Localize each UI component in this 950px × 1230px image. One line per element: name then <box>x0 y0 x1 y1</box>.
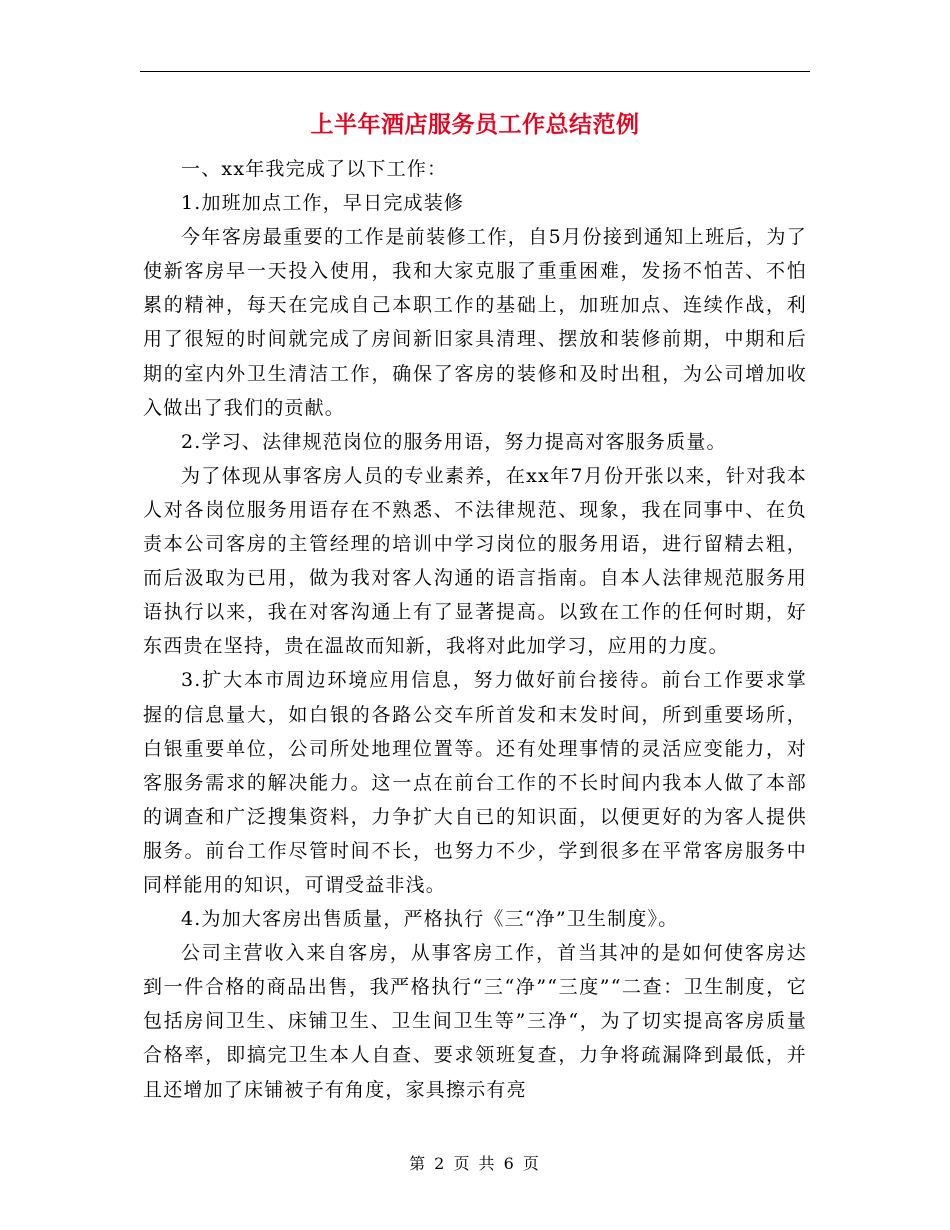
paragraph-item-2-body: 为了体现从事客房人员的专业素养，在xx年7月份开张以来，针对我本人对各岗位服务用语存在不熟悉、不法律规范、现象，我在同事中、在负责本公司客房的主管经理的培训中学习岗位的服务用语，进行留精去粗，而后汲取为已用，做为我对客人沟通的语言指南。自本人法律规范服务用语执行以来，我在对客沟通上有了显著提高。以致在工作的任何时期，好东西贵在坚持，贵在温故而知新，我将对此加学习，应用的力度。 <box>143 464 807 658</box>
document-body <box>143 152 807 1107</box>
paragraph-section-heading: 一、xx年我完成了以下工作： <box>181 158 448 180</box>
paragraph-item-4-heading: 4.为加大客房出售质量，严格执行《三“净”卫生制度》。 <box>181 908 679 931</box>
document-title: 上半年酒店服务员工作总结范例 <box>310 112 640 138</box>
page-indicator: 第 2 页 共 6 页 <box>409 1154 541 1173</box>
paragraph-item-1-heading: 1.加班加点工作，早日完成装修 <box>181 192 465 215</box>
paragraph-item-4-body: 公司主营收入来自客房，从事客房工作，首当其冲的是如何使客房达到一件合格的商品出售，我严格执行“三“净”“三度”“二查：卫生制度，它包括房间卫生、床铺卫生、卫生间卫生等”三净“，为了切实提高客房质量合格率，即搞完卫生本人自查、要求领班复查，力争将疏漏降到最低，并且还增加了床铺被子有角度，家具擦示有亮 <box>143 942 807 1101</box>
header-rule <box>140 71 810 72</box>
paragraph-item-1-body: 今年客房最重要的工作是前装修工作，自5月份接到通知上班后，为了使新客房早一天投入使用，我和大家克服了重重困难，发扬不怕苦、不怕累的精神，每天在完成自己本职工作的基础上，加班加点、连续作战，利用了很短的时间就完成了房间新旧家具清理、摆放和装修前期，中期和后期的室内外卫生清洁工作，确保了客房的装修和及时出租，为公司增加收入做出了我们的贡献。 <box>143 226 807 419</box>
paragraph-item-2-heading: 2.学习、法律规范岗位的服务用语，努力提高对客服务质量。 <box>181 430 727 453</box>
paragraph-item-3: 3.扩大本市周边环境应用信息，努力做好前台接待。前台工作要求掌握的信息量大，如白银的各路公交车所首发和末发时间，所到重要场所，白银重要单位，公司所处地理位置等。还有处理事情的灵活应变能力，对客服务需求的解决能力。这一点在前台工作的不长时间内我本人做了本部的调查和广泛搜集资料，力争扩大自已的知识面，以便更好的为客人提供服务。前台工作尽管时间不长，也努力不少，学到很多在平常客房服务中同样能用的知识，可谓受益非浅。 <box>143 669 807 896</box>
